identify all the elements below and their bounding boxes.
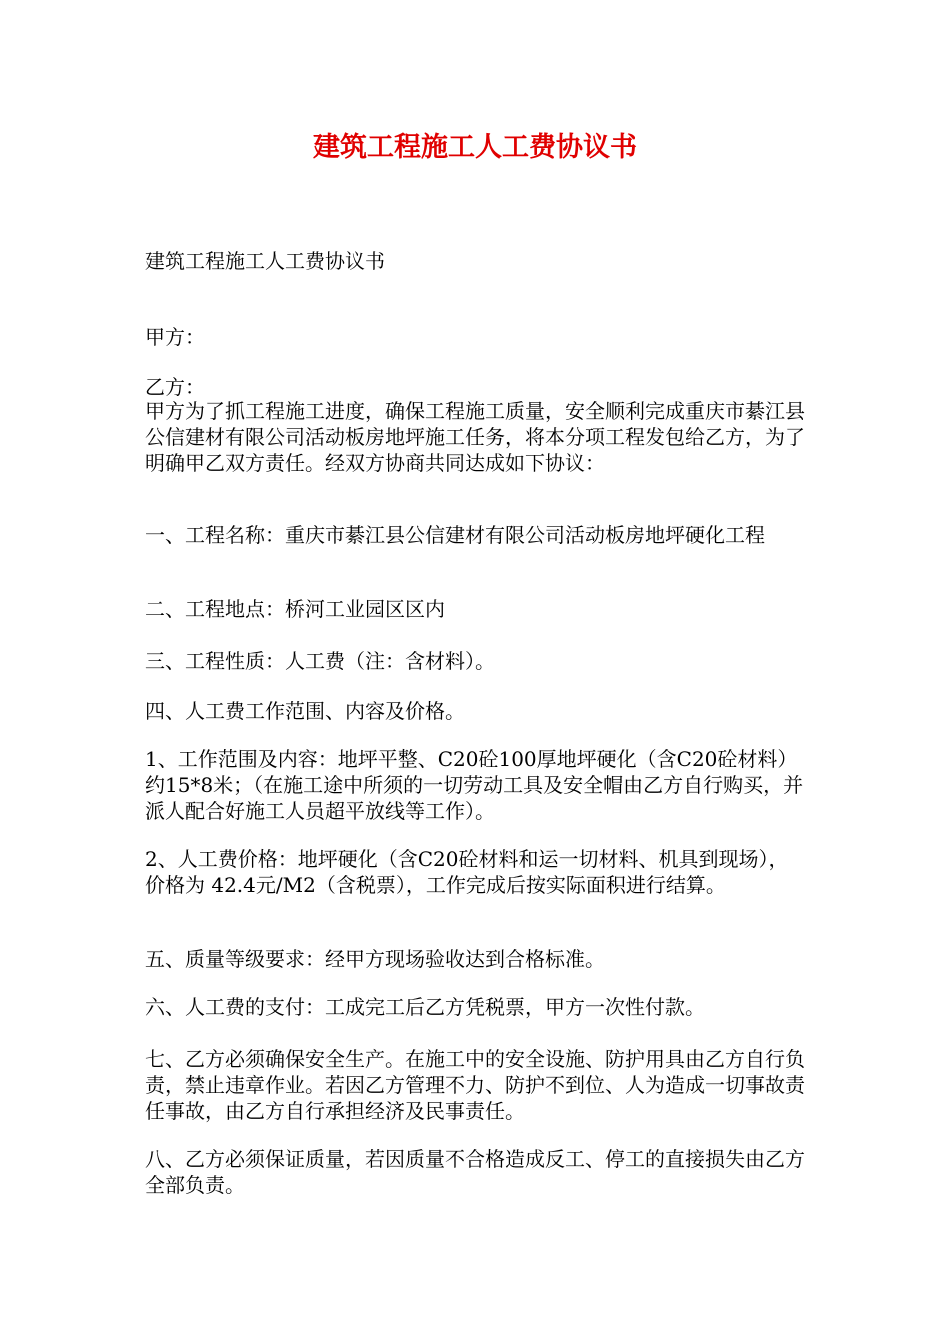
clause-scope-heading: 四、人工费工作范围、内容及价格。: [145, 699, 465, 723]
clause-payment: 六、人工费的支付：工成完工后乙方凭税票，甲方一次性付款。: [145, 995, 705, 1019]
clause-quality-liability: 八、乙方必须保证质量，若因质量不合格造成反工、停工的直接损失由乙方全部负责。: [145, 1147, 805, 1197]
clause-project-name: 一、工程名称：重庆市綦江县公信建材有限公司活动板房地坪硬化工程: [145, 523, 765, 547]
party-a-label: 甲方：: [145, 325, 205, 349]
clause-price: 2、人工费价格：地坪硬化（含C20砼材料和运一切材料、机具到现场），价格为 42.4元/M2（含税票），工作完成后按实际面积进行结算。: [145, 847, 789, 897]
document-subtitle: 建筑工程施工人工费协议书: [145, 249, 385, 273]
clause-project-nature: 三、工程性质：人工费（注：含材料）。: [145, 649, 495, 673]
document-title: 建筑工程施工人工费协议书: [313, 132, 637, 163]
clause-scope-content: 1、工作范围及内容：地坪平整、C20砼100厚地坪硬化（含C20砼材料）约15*8米；（在施工途中所须的一切劳动工具及安全帽由乙方自行购买，并派人配合好施工人员超平放线等工作）。: [145, 747, 804, 823]
party-b-label: 乙方：: [145, 375, 205, 399]
clause-safety: 七、乙方必须确保安全生产。在施工中的安全设施、防护用具由乙方自行负责，禁止违章作业。若因乙方管理不力、防护不到位、人为造成一切事故责任事故，由乙方自行承担经济及民事责任。: [145, 1047, 805, 1123]
intro-paragraph: 甲方为了抓工程施工进度，确保工程施工质量，安全顺利完成重庆市綦江县公信建材有限公司活动板房地坪施工任务，将本分项工程发包给乙方，为了明确甲乙双方责任。经双方协商共同达成如下协议：: [145, 399, 805, 475]
clause-project-location: 二、工程地点：桥河工业园区区内: [145, 597, 445, 621]
clause-quality-grade: 五、质量等级要求：经甲方现场验收达到合格标准。: [145, 947, 605, 971]
